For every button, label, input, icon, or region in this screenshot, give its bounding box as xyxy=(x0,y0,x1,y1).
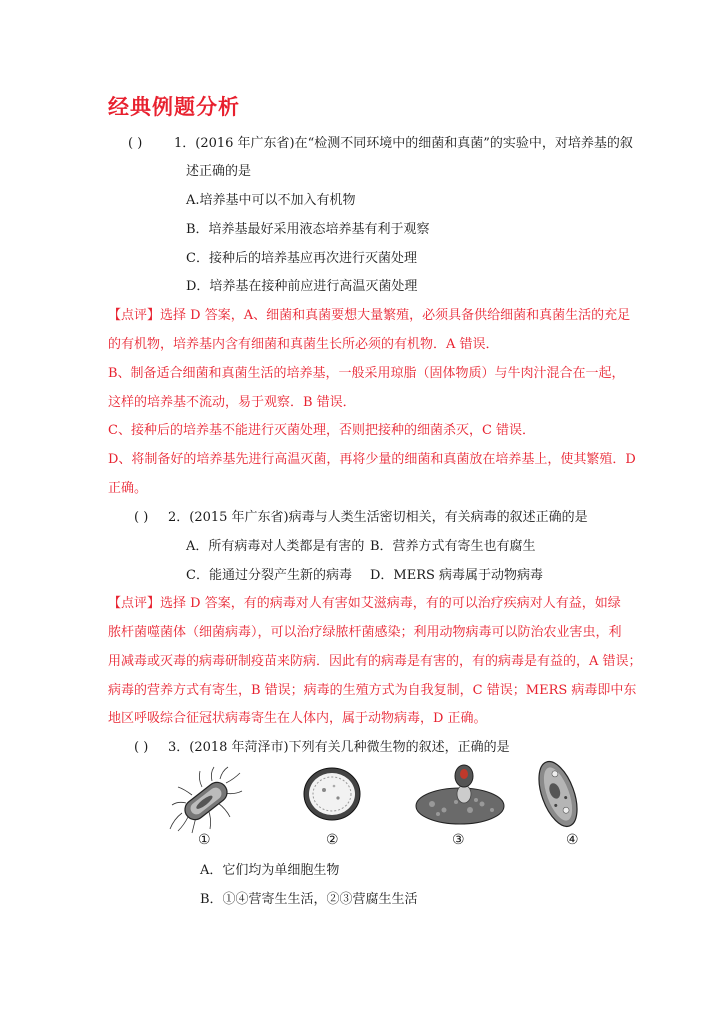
q2-option-c: C．能通过分裂产生新的病毒 xyxy=(186,568,352,583)
c2-line-3: 用减毒或灭毒的病毒研制疫苗来防病．因此有的病毒是有害的，有的病毒是有益的，A 错误； xyxy=(108,654,642,669)
c1-line-6: D、将制备好的培养基先进行高温灭菌，再将少量的细菌和真菌放在培养基上，使其繁殖．D xyxy=(108,452,636,467)
section-title: 经典例题分析 xyxy=(108,95,240,119)
q1-stem-line1: 1．(2016 年广东省)在“检测不同环境中的细菌和真菌”的实验中，对培养基的叙 xyxy=(174,136,633,151)
q2-stem: 2．(2015 年广东省)病毒与人类生活密切相关，有关病毒的叙述正确的是 xyxy=(168,510,588,525)
yeast-cell-illustration xyxy=(300,764,364,824)
q3-answer-paren: ( ) xyxy=(134,740,149,755)
figure-label-2: ② xyxy=(326,832,339,848)
q2-option-b: B．营养方式有寄生也有腐生 xyxy=(370,539,536,554)
q2-answer-paren: ( ) xyxy=(134,510,149,525)
q3-option-a: A．它们均为单细胞生物 xyxy=(200,863,340,878)
c1-tag: 【点评】 xyxy=(108,308,161,323)
c2-line-2: 脓杆菌噬菌体（细菌病毒），可以治疗绿脓杆菌感染；利用动物病毒可以防治农业害虫，利 xyxy=(108,625,622,640)
q3-option-b: B．①④营寄生生活，②③营腐生生活 xyxy=(200,892,418,907)
c1-line-3: B、制备适合细菌和真菌生活的培养基，一般采用琼脂（固体物质）与牛肉汁混合在一起， xyxy=(108,366,625,381)
q3-stem: 3．(2018 年菏泽市)下列有关几种微生物的叙述，正确的是 xyxy=(168,740,510,755)
c2-line-5: 地区呼吸综合征冠状病毒寄生在人体内，属于动物病毒，D 正确。 xyxy=(108,711,487,726)
figure-label-4: ④ xyxy=(566,832,579,848)
q1-option-b: B．培养基最好采用液态培养基有利于观察 xyxy=(186,222,430,237)
budding-cell-illustration xyxy=(412,760,508,828)
bacterium-illustration xyxy=(168,765,248,835)
q1-option-c: C．接种后的培养基应再次进行灭菌处理 xyxy=(186,251,417,266)
q1-answer-paren: ( ) xyxy=(128,136,143,151)
figure-label-1: ① xyxy=(198,832,211,848)
q1-stem-line2: 述正确的是 xyxy=(186,164,252,179)
figure-label-3: ③ xyxy=(452,832,465,848)
q2-option-d: D．MERS 病毒属于动物病毒 xyxy=(370,568,544,583)
protozoan-illustration xyxy=(528,754,588,834)
c1-line-2: 的有机物，培养基内含有细菌和真菌生长所必须的有机物．A 错误． xyxy=(108,337,499,352)
q1-option-d: D．培养基在接种前应进行高温灭菌处理 xyxy=(186,279,418,294)
q2-option-a: A．所有病毒对人类都是有害的 xyxy=(186,539,365,554)
c2-tag: 【点评】 xyxy=(108,596,161,611)
c1-line-5: C、接种后的培养基不能进行灭菌处理，否则把接种的细菌杀灭，C 错误． xyxy=(108,423,536,438)
c1-line-7: 正确。 xyxy=(108,481,148,496)
c1-line-1: 【点评】选择 D 答案，A、细菌和真菌要想大量繁殖，必须具备供给细菌和真菌生活的充足 xyxy=(108,308,631,323)
c2-line-1: 【点评】选择 D 答案，有的病毒对人有害如艾滋病毒，有的可以治疗疾病对人有益，如绿 xyxy=(108,596,621,611)
c2-line-4: 病毒的营养方式有寄生，B 错误；病毒的生殖方式为自我复制，C 错误；MERS 病毒即中东 xyxy=(108,683,637,698)
c1-line-4: 这样的培养基不流动，易于观察．B 错误． xyxy=(108,395,356,410)
q1-option-a: A.培养基中可以不加入有机物 xyxy=(186,193,356,208)
